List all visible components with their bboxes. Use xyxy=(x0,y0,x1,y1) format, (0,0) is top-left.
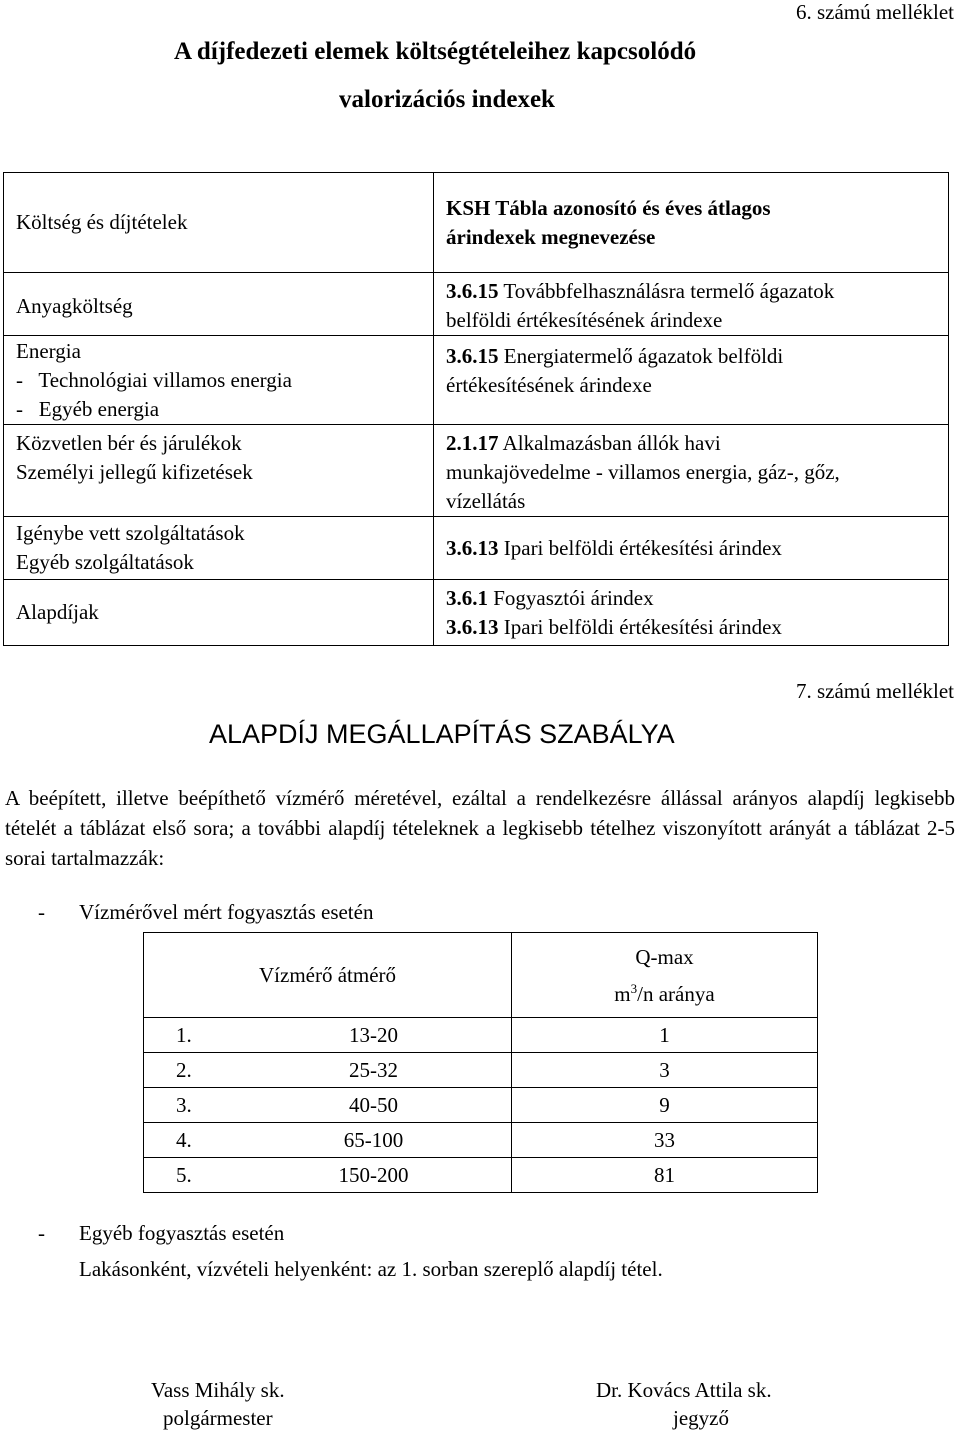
row-diameter: 150-200 xyxy=(236,1158,512,1193)
table-row xyxy=(144,1088,818,1123)
signature-mayor-name: Vass Mihály sk. xyxy=(151,1378,285,1402)
signature-notary-name: Dr. Kovács Attila sk. xyxy=(596,1378,772,1402)
bullet-other: Egyéb fogyasztás esetén xyxy=(79,1221,285,1245)
bullet-metered: Vízmérővel mért fogyasztás esetén xyxy=(79,900,374,924)
signature-mayor-role: polgármester xyxy=(163,1406,273,1430)
page-title-line1: A díjfedezeti elemek költségtételeihez kapcsolódó xyxy=(174,38,697,65)
index-table-row-5-right: 3.6.1 Fogyasztói árindex 3.6.13 Ipari belföldi értékesítési árindex xyxy=(434,580,949,646)
row-index: 1. xyxy=(144,1018,237,1053)
table-row xyxy=(144,1053,818,1088)
row-diameter: 40-50 xyxy=(236,1088,512,1123)
meter-table xyxy=(143,932,818,1193)
row-ratio: 33 xyxy=(512,1123,818,1158)
annex-7-label: 7. számú melléklet xyxy=(795,679,954,703)
row-index: 2. xyxy=(144,1053,237,1088)
annex-6-label: 6. számú melléklet xyxy=(795,0,954,24)
bullet-dash-1: - xyxy=(38,900,45,924)
index-table-row-5-left: Alapdíjak xyxy=(4,580,434,646)
index-table-row-3-right: 2.1.17 Alkalmazásban állók havi munkajövedelme - villamos energia, gáz-, gőz, vízellátás xyxy=(434,425,949,517)
index-table-row-3-left: Közvetlen bér és járulékok Személyi jellegű kifizetések xyxy=(4,425,434,517)
row-diameter: 25-32 xyxy=(236,1053,512,1088)
signature-notary-role: jegyző xyxy=(673,1406,729,1430)
index-table-row-2-right: 3.6.15 Energiatermelő ágazatok belföldi értékesítésének árindexe xyxy=(434,336,949,425)
index-table-row-4-left: Igénybe vett szolgáltatások Egyéb szolgáltatások xyxy=(4,517,434,580)
row-index: 4. xyxy=(144,1123,237,1158)
row-ratio: 81 xyxy=(512,1158,818,1193)
page-title-line2: valorizációs indexek xyxy=(339,86,555,113)
index-table-row-2-left: Energia - Technológiai villamos energia - Egyéb energia xyxy=(4,336,434,425)
index-table-row-1-left: Anyagköltség xyxy=(4,273,434,336)
row-ratio: 3 xyxy=(512,1053,818,1088)
index-table-header-right: KSH Tábla azonosító és éves átlagos árindexek megnevezése xyxy=(434,173,949,273)
row-index: 5. xyxy=(144,1158,237,1193)
row-ratio: 1 xyxy=(512,1018,818,1053)
meter-table-header-diameter: Vízmérő átmérő xyxy=(144,933,512,1018)
bullet-other-text: Lakásonként, vízvételi helyenként: az 1. sorban szereplő alapdíj tétel. xyxy=(79,1257,663,1281)
index-table-header-left: Költség és díjtételek xyxy=(4,173,434,273)
row-ratio: 9 xyxy=(512,1088,818,1123)
bullet-dash-2: - xyxy=(38,1221,45,1245)
index-table-row-4-right: 3.6.13 Ipari belföldi értékesítési árindex xyxy=(434,517,949,580)
row-diameter: 13-20 xyxy=(236,1018,512,1053)
row-index: 3. xyxy=(144,1088,237,1123)
index-table-row-1-right: 3.6.15 Továbbfelhasználásra termelő ágazatok belföldi értékesítésének árindexe xyxy=(434,273,949,336)
section-title: ALAPDÍJ MEGÁLLAPÍTÁS SZABÁLYA xyxy=(209,719,675,749)
row-diameter: 65-100 xyxy=(236,1123,512,1158)
table-row xyxy=(144,1018,818,1053)
table-row xyxy=(144,1158,818,1193)
index-table xyxy=(3,172,949,646)
table-row xyxy=(144,1123,818,1158)
rule-paragraph: A beépített, illetve beépíthető vízmérő méretével, ezáltal a rendelkezésre állással arányos alapdíj legkisebb tételét a táblázat első sora; a további alapdíj tételeknek a legkisebb tételhez viszonyított arányát a táblázat 2-5 sorai tartalmazzák: xyxy=(5,786,955,870)
meter-table-header-ratio: Q-max $m^3/n$ aránya xyxy=(512,933,818,1018)
